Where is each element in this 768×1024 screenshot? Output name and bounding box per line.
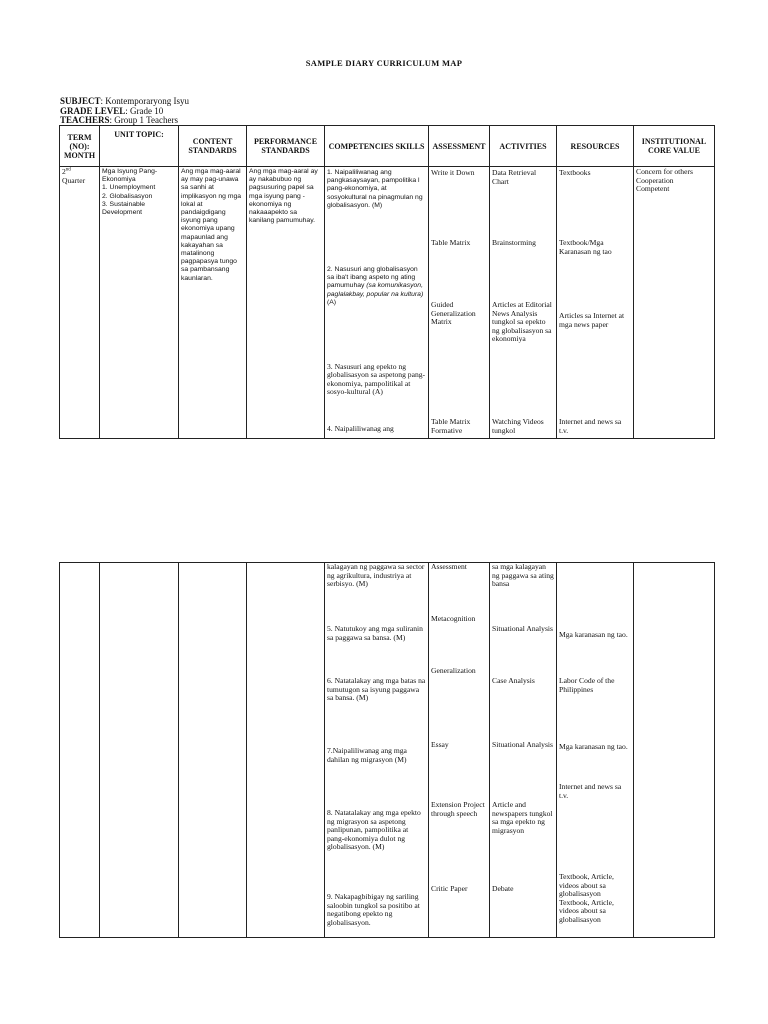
unit-topic-cell-empty	[100, 563, 179, 938]
header-assessment: ASSESSMENT	[429, 126, 490, 167]
assessment-1: Write it Down	[431, 168, 475, 177]
activity-8: Article and newspapers tungkol sa mga epekto ng migrasyon	[492, 800, 553, 835]
activity-1: Data Retrieval Chart	[492, 168, 537, 186]
unit-topic-cell: Mga Isyung Pang-Ekonomiya 1. Unemployment 2. Globalisasyon 3. Sustainable Development	[100, 167, 179, 439]
grade-value: : Grade 10	[125, 106, 164, 116]
resources-cell	[557, 167, 634, 439]
resource-1: Textbooks	[559, 168, 591, 177]
activities-cell	[490, 563, 557, 938]
teachers-value: : Group 1 Teachers	[109, 115, 178, 125]
assessment-6: Generalization	[431, 666, 476, 675]
assessment-5: Metacognition	[431, 614, 476, 623]
performance-standards-cell-empty	[247, 563, 325, 938]
content-standards-cell: Ang mga mag-aaral ay may pag-unawa sa sanhi at implikasyon ng mga lokal at pandaigdigang isyung pang ekonomiya upang mapaunlad ang kakayahan sa matalinong pagpapasya tungo sa pambansang kaunlaran.	[179, 167, 247, 439]
competency-6: 6. Natatalakay ang mga batas na tumutugon sa isyung paggawa sa bansa. (M)	[327, 676, 426, 703]
competency-5: 5. Natutukoy ang mga suliranin sa paggawa sa bansa. (M)	[327, 624, 423, 642]
resource-7b: Internet and news sa t.v.	[559, 782, 622, 800]
assessment-2: Table Matrix	[431, 238, 471, 247]
table-row	[60, 167, 715, 439]
header-row	[60, 126, 715, 167]
assessment-cell	[429, 167, 490, 439]
activity-4: Watching Videos tungkol	[492, 417, 544, 435]
table-row	[60, 563, 715, 938]
competency-1: 1. Naipaliliwanag ang pangkasaysayan, pampolitika l pang-ekonomiya, at sosyokultural na pinagmulan ng globalisasyon. (M)	[327, 169, 423, 209]
teachers-line	[60, 115, 178, 125]
subject-label: SUBJECT	[60, 96, 101, 106]
resources-cell	[557, 563, 634, 938]
resource-7: Mga karanasan ng tao.	[559, 742, 628, 751]
header-competencies: COMPETENCIES SKILLS	[325, 126, 429, 167]
term-cell-empty	[60, 563, 100, 938]
competency-2: 2. Nasusuri ang globalisasyon sa iba't ibang aspeto ng ating pamumuhay (sa komunikasyon, paglalakbay, popular na kultura) (A)	[327, 266, 424, 306]
activity-2: Brainstorming	[492, 238, 536, 247]
header-unit-topic: UNIT TOPIC:	[100, 126, 179, 167]
resource-5: Mga karanasan ng tao.	[559, 630, 628, 639]
activity-3: Articles at Editorial News Analysis tungkol sa epekto ng globalisasyon sa ekonomiya	[492, 300, 552, 344]
curriculum-table-bottom	[59, 562, 715, 938]
core-value-cell-empty	[634, 563, 715, 938]
performance-standards-cell: Ang mga mag-aaral ay ay nakabubuo ng pagsusuring papel sa mga isyung pang -ekonomiya ng nakaaapekto sa kanilang pamumuhay.	[247, 167, 325, 439]
assessment-8: Extension Project through speech	[431, 800, 485, 818]
assessment-cell	[429, 563, 490, 938]
resource-2: Textbook/Mga Karanasan ng tao	[559, 238, 612, 256]
grade-label: GRADE LEVEL	[60, 106, 126, 116]
header-activities: ACTIVITIES	[490, 126, 557, 167]
activity-5: Situational Analysis	[492, 624, 553, 633]
header-resources: RESOURCES	[557, 126, 634, 167]
resource-3: Articles sa Internet at mga news paper	[559, 311, 625, 329]
competency-3: 3. Nasusuri ang epekto ng globalisasyon sa aspetong pang-ekonomiya, pampolitikal at sosyo-kultural (A)	[327, 362, 426, 397]
activity-7: Situational Analysis	[492, 740, 553, 749]
subject-line	[60, 96, 189, 106]
assessment-7: Essay	[431, 740, 449, 749]
competencies-cell	[325, 167, 429, 439]
resource-4: Internet and news sa t.v.	[559, 417, 622, 435]
competency-4: 4. Naipaliliwanag ang	[327, 424, 394, 433]
assessment-4: Table Matrix Formative	[431, 417, 471, 435]
resource-6: Labor Code of the Philippines	[559, 676, 615, 694]
assessment-0: Assessment	[431, 562, 467, 571]
activity-6: Case Analysis	[492, 676, 535, 685]
assessment-9: Critic Paper	[431, 884, 468, 893]
header-performance-standards: PERFORMANCE STANDARDS	[247, 126, 325, 167]
competency-9: 9. Nakapagbibigay ng sariling saloobin tungkol sa positibo at negatibong epekto ng globalisasyon.	[327, 892, 420, 927]
competencies-cell	[325, 563, 429, 938]
term-cell: 2nd Quarter	[60, 167, 100, 439]
teachers-label: TEACHERS	[60, 115, 110, 125]
resource-9: Textbook, Article, videos about sa globalisasyon Textbook, Article, videos about sa globalisasyon	[559, 872, 614, 924]
curriculum-table-top	[59, 125, 715, 439]
activities-cell	[490, 167, 557, 439]
header-core-value: INSTITUTIONAL CORE VALUE	[634, 126, 715, 167]
document-title: SAMPLE DIARY CURRICULUM MAP	[305, 58, 463, 68]
competency-7: 7.Naipaliliwanag ang mga dahilan ng migrasyon (M)	[327, 746, 407, 764]
activity-0: sa mga kalagayan ng paggawa sa ating bansa	[492, 562, 554, 589]
header-term: TERM (NO): MONTH	[60, 126, 100, 167]
competency-8: 8. Natatalakay ang mga epekto ng migrasyon sa aspetong panlipunan, pampolitika at pang-ekonomiya dulot ng globalisasyon. (M)	[327, 808, 421, 852]
content-standards-cell-empty	[179, 563, 247, 938]
competency-4-cont: kalagayan ng paggawa sa sector ng agrikultura, industriya at serbisyo. (M)	[327, 562, 425, 589]
activity-9: Debate	[492, 884, 514, 893]
assessment-3: Guided Generalization Matrix	[431, 300, 476, 327]
subject-value: : Kontemporaryong Isyu	[100, 96, 189, 106]
core-value-cell: Concern for others Cooperation Competent	[634, 167, 715, 439]
header-content-standards: CONTENT STANDARDS	[179, 126, 247, 167]
